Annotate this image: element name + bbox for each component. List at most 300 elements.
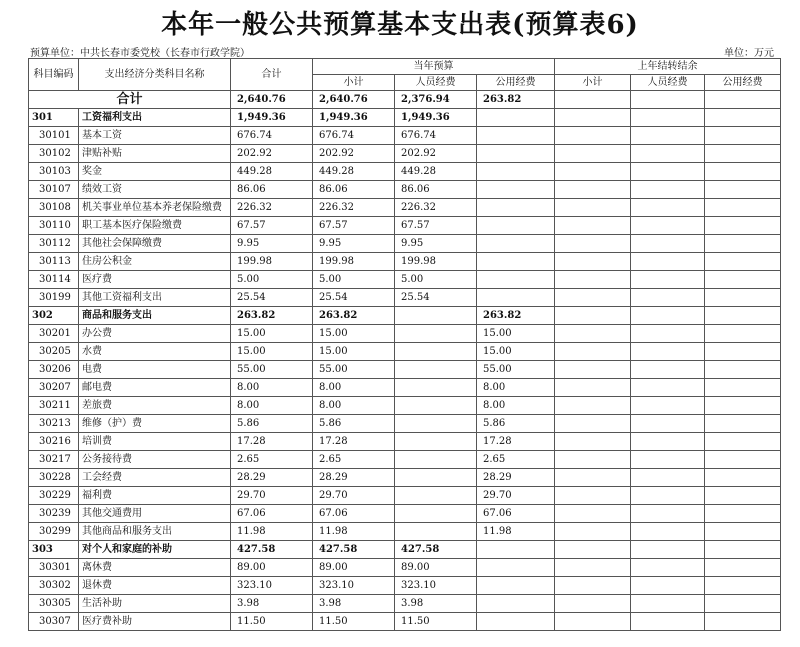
cell-public: 8.00 bbox=[477, 379, 555, 397]
cell-carry-subtotal bbox=[555, 109, 631, 127]
cell-carry-public bbox=[705, 595, 781, 613]
cell-total: 226.32 bbox=[231, 199, 313, 217]
cell-total: 263.82 bbox=[231, 307, 313, 325]
cell-public bbox=[477, 271, 555, 289]
table-row bbox=[29, 325, 781, 343]
cell-carry-public bbox=[705, 217, 781, 235]
cell-personnel bbox=[395, 379, 477, 397]
cell-carry-subtotal bbox=[555, 289, 631, 307]
cell-carry-public bbox=[705, 343, 781, 361]
header-code: 科目编码 bbox=[29, 59, 79, 91]
total-carry-personnel bbox=[631, 91, 705, 109]
cell-carry-public bbox=[705, 613, 781, 631]
cell-code: 30107 bbox=[29, 181, 79, 199]
cell-personnel bbox=[395, 505, 477, 523]
cell-carry-subtotal bbox=[555, 469, 631, 487]
header-current-public: 公用经费 bbox=[477, 75, 555, 91]
total-subtotal: 2,640.76 bbox=[313, 91, 395, 109]
header-name: 支出经济分类科目名称 bbox=[79, 59, 231, 91]
cell-subtotal: 5.00 bbox=[313, 271, 395, 289]
cell-subtotal: 11.50 bbox=[313, 613, 395, 631]
table-body bbox=[29, 91, 781, 631]
cell-subtotal: 28.29 bbox=[313, 469, 395, 487]
cell-name: 绩效工资 bbox=[79, 181, 231, 199]
cell-carry-subtotal bbox=[555, 163, 631, 181]
cell-carry-subtotal bbox=[555, 271, 631, 289]
cell-subtotal: 1,949.36 bbox=[313, 109, 395, 127]
cell-carry-subtotal bbox=[555, 451, 631, 469]
cell-total: 28.29 bbox=[231, 469, 313, 487]
cell-public bbox=[477, 613, 555, 631]
cell-personnel bbox=[395, 433, 477, 451]
cell-code: 303 bbox=[29, 541, 79, 559]
cell-carry-personnel bbox=[631, 217, 705, 235]
category-row bbox=[29, 541, 781, 559]
table-row bbox=[29, 343, 781, 361]
cell-carry-subtotal bbox=[555, 217, 631, 235]
cell-code: 30207 bbox=[29, 379, 79, 397]
cell-carry-public bbox=[705, 451, 781, 469]
cell-carry-personnel bbox=[631, 253, 705, 271]
cell-carry-public bbox=[705, 379, 781, 397]
cell-personnel: 11.50 bbox=[395, 613, 477, 631]
cell-carry-subtotal bbox=[555, 415, 631, 433]
cell-carry-public bbox=[705, 559, 781, 577]
page-title: 本年一般公共预算基本支出表(预算表6) bbox=[161, 10, 639, 40]
cell-personnel: 226.32 bbox=[395, 199, 477, 217]
cell-carry-personnel bbox=[631, 289, 705, 307]
cell-subtotal: 226.32 bbox=[313, 199, 395, 217]
cell-carry-public bbox=[705, 325, 781, 343]
table-header bbox=[29, 59, 781, 91]
cell-total: 25.54 bbox=[231, 289, 313, 307]
cell-carry-subtotal bbox=[555, 361, 631, 379]
total-carry-subtotal bbox=[555, 91, 631, 109]
cell-code: 30302 bbox=[29, 577, 79, 595]
cell-carry-personnel bbox=[631, 343, 705, 361]
cell-subtotal: 67.06 bbox=[313, 505, 395, 523]
cell-carry-subtotal bbox=[555, 559, 631, 577]
cell-carry-personnel bbox=[631, 307, 705, 325]
cell-name: 住房公积金 bbox=[79, 253, 231, 271]
cell-public: 11.98 bbox=[477, 523, 555, 541]
cell-personnel: 1,949.36 bbox=[395, 109, 477, 127]
cell-total: 15.00 bbox=[231, 325, 313, 343]
cell-name: 商品和服务支出 bbox=[79, 307, 231, 325]
cell-carry-subtotal bbox=[555, 379, 631, 397]
total-personnel: 2,376.94 bbox=[395, 91, 477, 109]
cell-name: 基本工资 bbox=[79, 127, 231, 145]
cell-name: 办公费 bbox=[79, 325, 231, 343]
cell-name: 医疗费补助 bbox=[79, 613, 231, 631]
table-row bbox=[29, 415, 781, 433]
cell-total: 1,949.36 bbox=[231, 109, 313, 127]
cell-carry-subtotal bbox=[555, 145, 631, 163]
cell-name: 生活补助 bbox=[79, 595, 231, 613]
cell-total: 323.10 bbox=[231, 577, 313, 595]
table-row bbox=[29, 613, 781, 631]
table-row bbox=[29, 379, 781, 397]
total-row bbox=[29, 91, 781, 109]
cell-subtotal: 199.98 bbox=[313, 253, 395, 271]
cell-carry-public bbox=[705, 253, 781, 271]
cell-carry-public bbox=[705, 235, 781, 253]
cell-total: 8.00 bbox=[231, 397, 313, 415]
cell-carry-personnel bbox=[631, 559, 705, 577]
cell-personnel: 449.28 bbox=[395, 163, 477, 181]
cell-public bbox=[477, 289, 555, 307]
table-row bbox=[29, 451, 781, 469]
cell-carry-subtotal bbox=[555, 307, 631, 325]
cell-name: 工资福利支出 bbox=[79, 109, 231, 127]
cell-carry-subtotal bbox=[555, 487, 631, 505]
cell-public bbox=[477, 541, 555, 559]
cell-carry-subtotal bbox=[555, 541, 631, 559]
header-carry-over: 上年结转结余 bbox=[555, 59, 781, 75]
cell-carry-personnel bbox=[631, 541, 705, 559]
cell-personnel: 3.98 bbox=[395, 595, 477, 613]
cell-public bbox=[477, 109, 555, 127]
cell-name: 其他商品和服务支出 bbox=[79, 523, 231, 541]
cell-carry-personnel bbox=[631, 271, 705, 289]
cell-personnel: 676.74 bbox=[395, 127, 477, 145]
cell-code: 30229 bbox=[29, 487, 79, 505]
cell-public: 29.70 bbox=[477, 487, 555, 505]
cell-carry-subtotal bbox=[555, 343, 631, 361]
cell-carry-subtotal bbox=[555, 253, 631, 271]
cell-code: 30216 bbox=[29, 433, 79, 451]
table-row bbox=[29, 199, 781, 217]
cell-total: 676.74 bbox=[231, 127, 313, 145]
cell-public bbox=[477, 235, 555, 253]
cell-subtotal: 25.54 bbox=[313, 289, 395, 307]
cell-total: 449.28 bbox=[231, 163, 313, 181]
cell-code: 30301 bbox=[29, 559, 79, 577]
cell-personnel: 86.06 bbox=[395, 181, 477, 199]
cell-subtotal: 9.95 bbox=[313, 235, 395, 253]
table-row bbox=[29, 487, 781, 505]
cell-code: 302 bbox=[29, 307, 79, 325]
cell-personnel: 9.95 bbox=[395, 235, 477, 253]
cell-personnel: 427.58 bbox=[395, 541, 477, 559]
cell-total: 5.86 bbox=[231, 415, 313, 433]
cell-personnel bbox=[395, 487, 477, 505]
cell-carry-personnel bbox=[631, 577, 705, 595]
cell-subtotal: 67.57 bbox=[313, 217, 395, 235]
cell-public: 15.00 bbox=[477, 325, 555, 343]
header-current-personnel: 人员经费 bbox=[395, 75, 477, 91]
cell-code: 30102 bbox=[29, 145, 79, 163]
category-row bbox=[29, 109, 781, 127]
cell-subtotal: 2.65 bbox=[313, 451, 395, 469]
cell-personnel bbox=[395, 523, 477, 541]
cell-public bbox=[477, 181, 555, 199]
cell-personnel: 25.54 bbox=[395, 289, 477, 307]
table-row bbox=[29, 361, 781, 379]
cell-carry-personnel bbox=[631, 181, 705, 199]
table-row bbox=[29, 577, 781, 595]
table-row bbox=[29, 397, 781, 415]
cell-carry-public bbox=[705, 289, 781, 307]
cell-code: 30205 bbox=[29, 343, 79, 361]
cell-public bbox=[477, 163, 555, 181]
cell-carry-subtotal bbox=[555, 325, 631, 343]
cell-carry-public bbox=[705, 541, 781, 559]
cell-personnel bbox=[395, 451, 477, 469]
cell-carry-personnel bbox=[631, 145, 705, 163]
cell-personnel: 67.57 bbox=[395, 217, 477, 235]
cell-code: 30201 bbox=[29, 325, 79, 343]
cell-public bbox=[477, 217, 555, 235]
table-row bbox=[29, 235, 781, 253]
cell-personnel: 5.00 bbox=[395, 271, 477, 289]
header-carry-subtotal: 小计 bbox=[555, 75, 631, 91]
cell-code: 30113 bbox=[29, 253, 79, 271]
cell-personnel bbox=[395, 415, 477, 433]
cell-subtotal: 8.00 bbox=[313, 379, 395, 397]
cell-name: 其他交通费用 bbox=[79, 505, 231, 523]
cell-carry-subtotal bbox=[555, 523, 631, 541]
table-row bbox=[29, 505, 781, 523]
header-carry-public: 公用经费 bbox=[705, 75, 781, 91]
cell-subtotal: 676.74 bbox=[313, 127, 395, 145]
cell-name: 医疗费 bbox=[79, 271, 231, 289]
cell-public bbox=[477, 199, 555, 217]
cell-total: 15.00 bbox=[231, 343, 313, 361]
cell-carry-personnel bbox=[631, 127, 705, 145]
cell-public bbox=[477, 127, 555, 145]
cell-total: 199.98 bbox=[231, 253, 313, 271]
cell-total: 67.06 bbox=[231, 505, 313, 523]
cell-carry-personnel bbox=[631, 613, 705, 631]
total-amount: 2,640.76 bbox=[231, 91, 313, 109]
cell-total: 202.92 bbox=[231, 145, 313, 163]
cell-code: 30112 bbox=[29, 235, 79, 253]
cell-name: 培训费 bbox=[79, 433, 231, 451]
cell-name: 离休费 bbox=[79, 559, 231, 577]
cell-subtotal: 11.98 bbox=[313, 523, 395, 541]
cell-subtotal: 29.70 bbox=[313, 487, 395, 505]
cell-carry-personnel bbox=[631, 325, 705, 343]
cell-total: 8.00 bbox=[231, 379, 313, 397]
cell-personnel bbox=[395, 343, 477, 361]
table-row bbox=[29, 433, 781, 451]
cell-total: 11.98 bbox=[231, 523, 313, 541]
cell-code: 30101 bbox=[29, 127, 79, 145]
cell-code: 30108 bbox=[29, 199, 79, 217]
cell-public: 55.00 bbox=[477, 361, 555, 379]
cell-carry-personnel bbox=[631, 595, 705, 613]
cell-code: 30114 bbox=[29, 271, 79, 289]
cell-total: 67.57 bbox=[231, 217, 313, 235]
cell-carry-personnel bbox=[631, 469, 705, 487]
cell-carry-subtotal bbox=[555, 127, 631, 145]
cell-carry-personnel bbox=[631, 451, 705, 469]
table-row bbox=[29, 289, 781, 307]
cell-total: 55.00 bbox=[231, 361, 313, 379]
cell-carry-personnel bbox=[631, 361, 705, 379]
cell-personnel bbox=[395, 397, 477, 415]
cell-carry-public bbox=[705, 307, 781, 325]
cell-subtotal: 263.82 bbox=[313, 307, 395, 325]
table-row bbox=[29, 181, 781, 199]
cell-carry-public bbox=[705, 505, 781, 523]
cell-public: 263.82 bbox=[477, 307, 555, 325]
cell-carry-subtotal bbox=[555, 397, 631, 415]
cell-carry-public bbox=[705, 415, 781, 433]
cell-subtotal: 15.00 bbox=[313, 343, 395, 361]
cell-name: 退休费 bbox=[79, 577, 231, 595]
cell-carry-subtotal bbox=[555, 613, 631, 631]
cell-carry-public bbox=[705, 397, 781, 415]
cell-carry-subtotal bbox=[555, 505, 631, 523]
cell-name: 奖金 bbox=[79, 163, 231, 181]
cell-name: 福利费 bbox=[79, 487, 231, 505]
table-row bbox=[29, 127, 781, 145]
cell-personnel bbox=[395, 325, 477, 343]
cell-name: 水费 bbox=[79, 343, 231, 361]
cell-personnel: 202.92 bbox=[395, 145, 477, 163]
cell-public bbox=[477, 559, 555, 577]
table-row bbox=[29, 163, 781, 181]
category-row bbox=[29, 307, 781, 325]
header-current-subtotal: 小计 bbox=[313, 75, 395, 91]
cell-subtotal: 3.98 bbox=[313, 595, 395, 613]
cell-carry-personnel bbox=[631, 109, 705, 127]
cell-name: 对个人和家庭的补助 bbox=[79, 541, 231, 559]
cell-carry-public bbox=[705, 127, 781, 145]
cell-personnel bbox=[395, 307, 477, 325]
cell-code: 30206 bbox=[29, 361, 79, 379]
table-row bbox=[29, 145, 781, 163]
cell-carry-subtotal bbox=[555, 235, 631, 253]
cell-personnel: 323.10 bbox=[395, 577, 477, 595]
cell-total: 17.28 bbox=[231, 433, 313, 451]
cell-code: 30110 bbox=[29, 217, 79, 235]
cell-subtotal: 89.00 bbox=[313, 559, 395, 577]
table-row bbox=[29, 253, 781, 271]
cell-personnel: 89.00 bbox=[395, 559, 477, 577]
cell-code: 30299 bbox=[29, 523, 79, 541]
cell-code: 30103 bbox=[29, 163, 79, 181]
cell-subtotal: 5.86 bbox=[313, 415, 395, 433]
cell-subtotal: 15.00 bbox=[313, 325, 395, 343]
cell-total: 89.00 bbox=[231, 559, 313, 577]
cell-carry-public bbox=[705, 433, 781, 451]
cell-public: 5.86 bbox=[477, 415, 555, 433]
cell-subtotal: 202.92 bbox=[313, 145, 395, 163]
total-public: 263.82 bbox=[477, 91, 555, 109]
cell-carry-public bbox=[705, 523, 781, 541]
cell-code: 30307 bbox=[29, 613, 79, 631]
cell-subtotal: 323.10 bbox=[313, 577, 395, 595]
cell-carry-personnel bbox=[631, 235, 705, 253]
cell-name: 邮电费 bbox=[79, 379, 231, 397]
cell-public: 2.65 bbox=[477, 451, 555, 469]
cell-carry-public bbox=[705, 361, 781, 379]
cell-subtotal: 449.28 bbox=[313, 163, 395, 181]
cell-name: 电费 bbox=[79, 361, 231, 379]
cell-code: 30228 bbox=[29, 469, 79, 487]
cell-personnel bbox=[395, 469, 477, 487]
cell-carry-public bbox=[705, 271, 781, 289]
cell-public: 67.06 bbox=[477, 505, 555, 523]
cell-total: 2.65 bbox=[231, 451, 313, 469]
cell-carry-public bbox=[705, 469, 781, 487]
cell-name: 机关事业单位基本养老保险缴费 bbox=[79, 199, 231, 217]
cell-subtotal: 8.00 bbox=[313, 397, 395, 415]
cell-total: 3.98 bbox=[231, 595, 313, 613]
cell-public bbox=[477, 253, 555, 271]
cell-total: 427.58 bbox=[231, 541, 313, 559]
cell-carry-public bbox=[705, 109, 781, 127]
cell-carry-personnel bbox=[631, 505, 705, 523]
cell-code: 30213 bbox=[29, 415, 79, 433]
cell-carry-public bbox=[705, 199, 781, 217]
cell-name: 公务接待费 bbox=[79, 451, 231, 469]
cell-name: 工会经费 bbox=[79, 469, 231, 487]
cell-carry-public bbox=[705, 181, 781, 199]
cell-carry-subtotal bbox=[555, 433, 631, 451]
budget-unit-label: 预算单位：中共长春市委党校（长春市行政学院） bbox=[30, 48, 250, 59]
cell-carry-subtotal bbox=[555, 199, 631, 217]
cell-subtotal: 86.06 bbox=[313, 181, 395, 199]
cell-carry-public bbox=[705, 577, 781, 595]
cell-carry-personnel bbox=[631, 163, 705, 181]
cell-carry-public bbox=[705, 145, 781, 163]
budget-table bbox=[28, 58, 781, 631]
cell-name: 津贴补贴 bbox=[79, 145, 231, 163]
cell-carry-personnel bbox=[631, 415, 705, 433]
table-row bbox=[29, 469, 781, 487]
header-carry-personnel: 人员经费 bbox=[631, 75, 705, 91]
cell-name: 职工基本医疗保险缴费 bbox=[79, 217, 231, 235]
cell-code: 30305 bbox=[29, 595, 79, 613]
header-total: 合计 bbox=[231, 59, 313, 91]
cell-name: 维修（护）费 bbox=[79, 415, 231, 433]
cell-total: 86.06 bbox=[231, 181, 313, 199]
cell-code: 30239 bbox=[29, 505, 79, 523]
cell-carry-public bbox=[705, 487, 781, 505]
cell-subtotal: 427.58 bbox=[313, 541, 395, 559]
cell-total: 9.95 bbox=[231, 235, 313, 253]
cell-total: 5.00 bbox=[231, 271, 313, 289]
cell-code: 30217 bbox=[29, 451, 79, 469]
cell-public bbox=[477, 577, 555, 595]
cell-public bbox=[477, 595, 555, 613]
cell-public bbox=[477, 145, 555, 163]
cell-carry-personnel bbox=[631, 433, 705, 451]
cell-personnel bbox=[395, 361, 477, 379]
table-row bbox=[29, 595, 781, 613]
cell-carry-subtotal bbox=[555, 577, 631, 595]
cell-carry-personnel bbox=[631, 379, 705, 397]
cell-personnel: 199.98 bbox=[395, 253, 477, 271]
cell-carry-subtotal bbox=[555, 181, 631, 199]
cell-total: 29.70 bbox=[231, 487, 313, 505]
cell-carry-personnel bbox=[631, 523, 705, 541]
cell-name: 差旅费 bbox=[79, 397, 231, 415]
cell-public: 28.29 bbox=[477, 469, 555, 487]
cell-name: 其他社会保障缴费 bbox=[79, 235, 231, 253]
table-row bbox=[29, 217, 781, 235]
total-label: 合计 bbox=[29, 91, 231, 109]
total-carry-public bbox=[705, 91, 781, 109]
cell-subtotal: 17.28 bbox=[313, 433, 395, 451]
cell-name: 其他工资福利支出 bbox=[79, 289, 231, 307]
cell-code: 30211 bbox=[29, 397, 79, 415]
cell-carry-public bbox=[705, 163, 781, 181]
